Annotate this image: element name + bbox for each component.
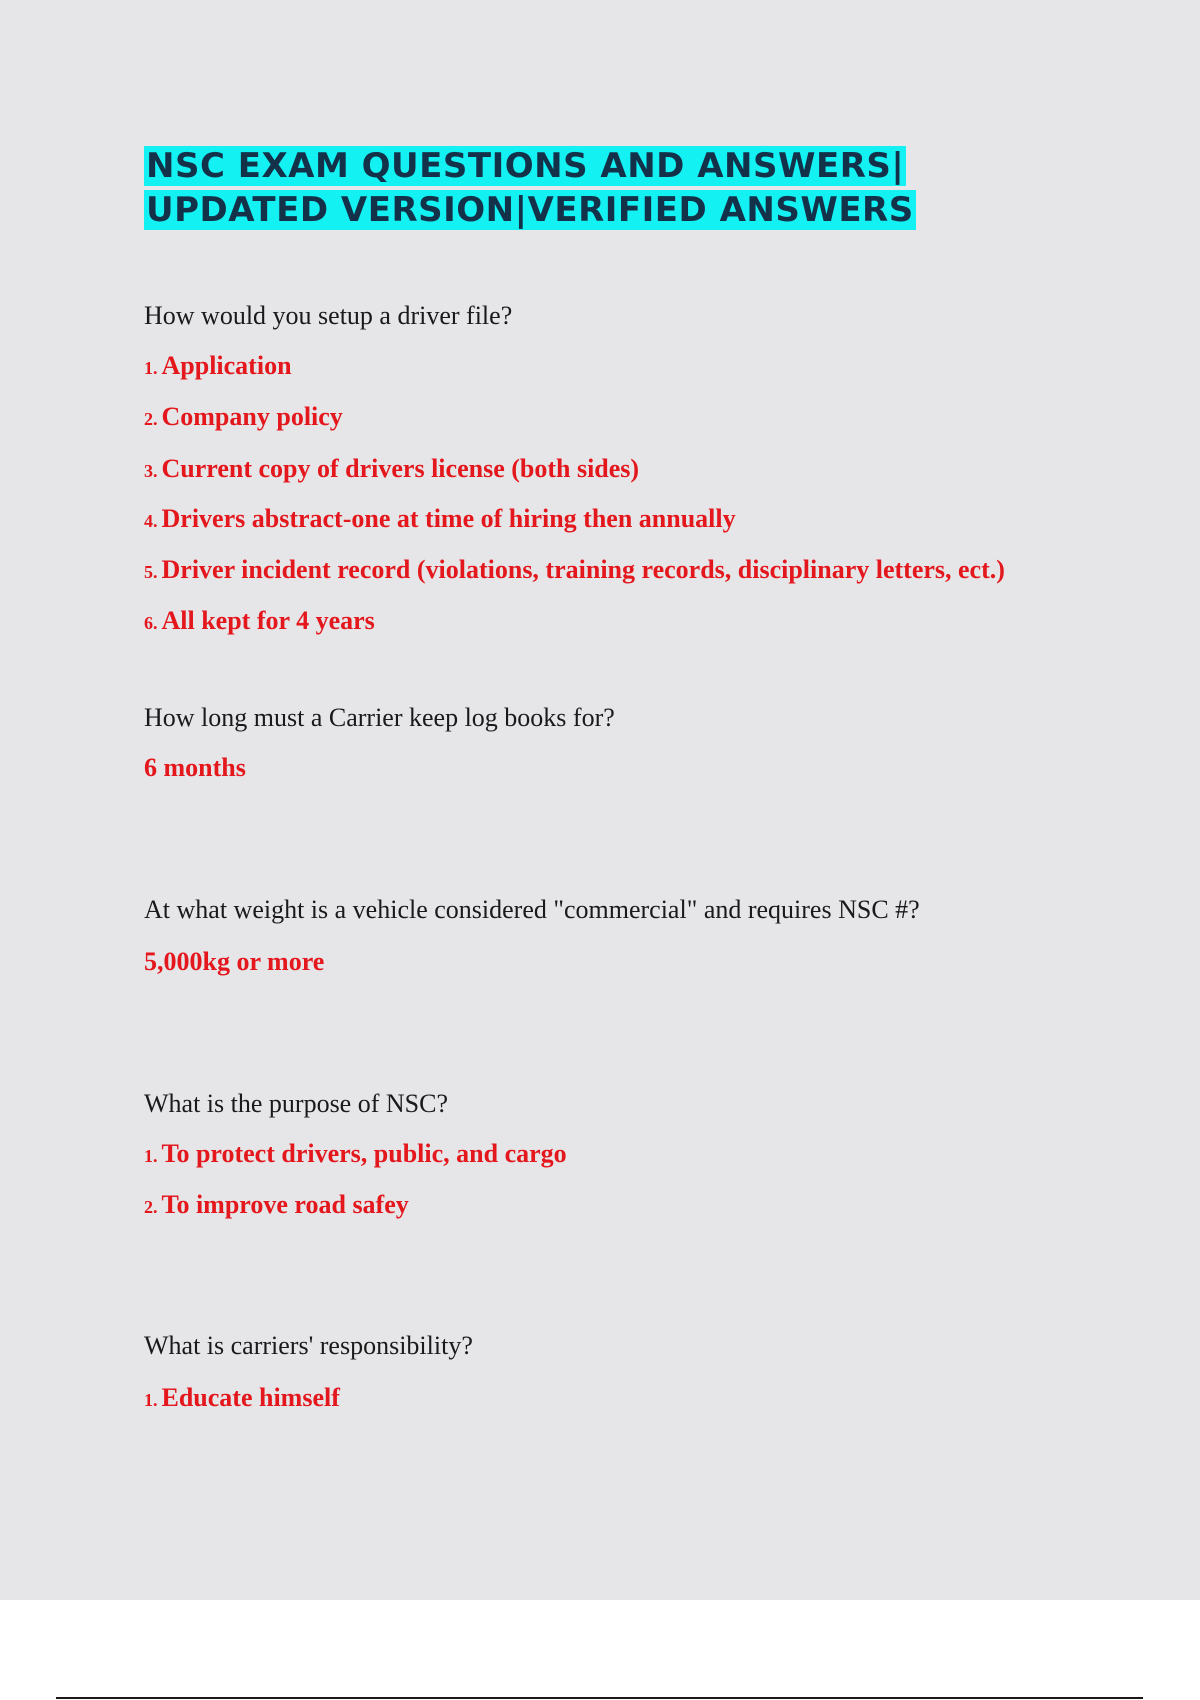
- title-line-2: UPDATED VERSION|VERIFIED ANSWERS: [146, 190, 914, 230]
- answer-text: Educate himself: [161, 1383, 340, 1412]
- answer-number: 2.: [144, 1197, 158, 1217]
- answer-item: [144, 1190, 409, 1222]
- question-3: At what weight is a vehicle considered "commercial" and requires NSC #?: [144, 895, 920, 924]
- answer-item: [144, 504, 736, 536]
- document-title: [144, 144, 916, 232]
- answer-text: Current copy of drivers license (both sides): [161, 454, 640, 483]
- answer-text: Drivers abstract-one at time of hiring then annually: [161, 504, 736, 533]
- answer-item: [144, 1139, 567, 1171]
- answer-number: 4.: [144, 511, 158, 531]
- answer-item: [144, 402, 343, 434]
- answer-item: [144, 606, 375, 638]
- answer-text: Driver incident record (violations, training records, disciplinary letters, ect.): [161, 555, 1005, 584]
- answer-item: [144, 555, 1005, 587]
- footer-divider: [56, 1697, 1143, 1699]
- answer-number: 1.: [144, 1390, 158, 1410]
- answer-item: [144, 947, 324, 977]
- answer-text: Application: [161, 351, 292, 380]
- question-5: What is carriers' responsibility?: [144, 1331, 473, 1360]
- answer-number: 2.: [144, 409, 158, 429]
- question-1: How would you setup a driver file?: [144, 301, 513, 330]
- answer-text: 6 months: [144, 753, 246, 782]
- answer-item: [144, 454, 639, 486]
- answer-number: 5.: [144, 562, 158, 582]
- answer-number: 1.: [144, 1146, 158, 1166]
- question-4: What is the purpose of NSC?: [144, 1089, 449, 1118]
- answer-item: [144, 1383, 340, 1415]
- answer-text: To improve road safey: [161, 1190, 409, 1219]
- answer-text: To protect drivers, public, and cargo: [161, 1139, 567, 1168]
- title-line-1: NSC EXAM QUESTIONS AND ANSWERS|: [146, 146, 905, 186]
- answer-text: 5,000kg or more: [144, 947, 325, 976]
- answer-item: [144, 351, 292, 383]
- answer-number: 3.: [144, 461, 158, 481]
- answer-number: 6.: [144, 613, 158, 633]
- answer-text: Company policy: [161, 402, 343, 431]
- answer-text: All kept for 4 years: [161, 606, 375, 635]
- answer-item: [144, 753, 246, 783]
- question-2: How long must a Carrier keep log books for?: [144, 703, 615, 732]
- answer-number: 1.: [144, 358, 158, 378]
